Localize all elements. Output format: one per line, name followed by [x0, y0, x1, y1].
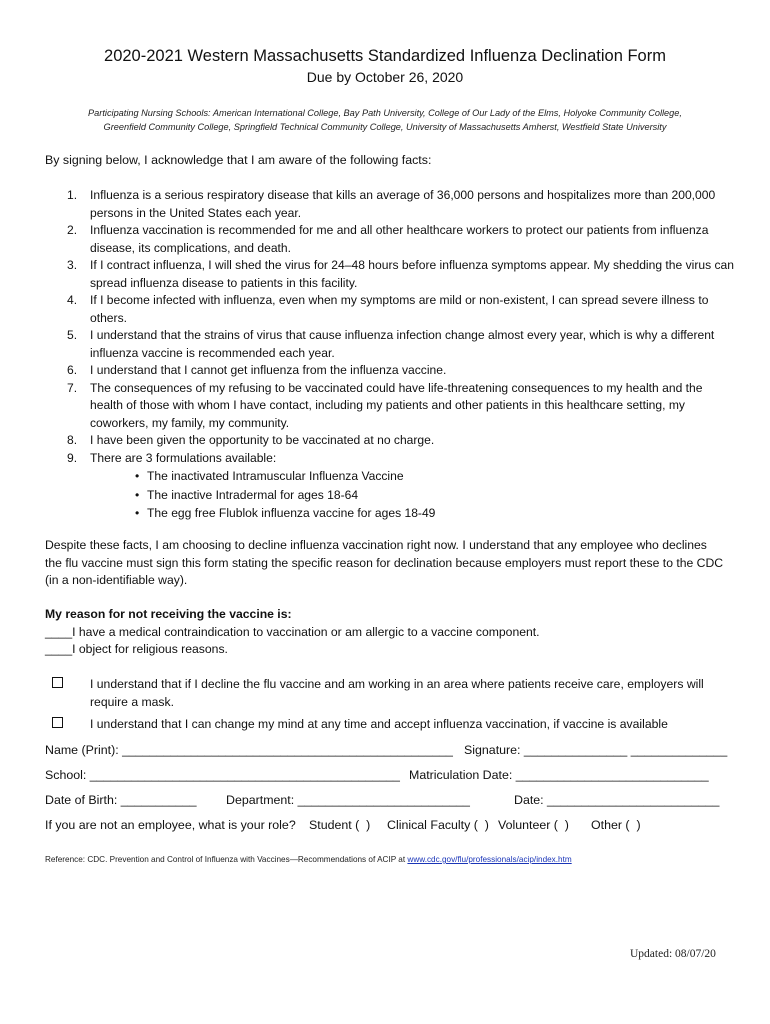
fact-text: I understand that I cannot get influenza from the influenza vaccine.	[90, 363, 447, 377]
fact-number: 7.	[67, 380, 78, 395]
fact-item	[45, 432, 735, 450]
formulations-list	[90, 467, 735, 523]
intro-statement: By signing below, I acknowledge that I am aware of the following facts:	[45, 153, 432, 167]
checkbox-change-mind[interactable]	[52, 717, 63, 728]
due-date: Due by October 26, 2020	[306, 69, 464, 85]
formulation-text: The egg free Flublok influenza vaccine for ages 18-49	[147, 506, 436, 520]
role-question: If you are not an employee, what is your role?	[45, 818, 296, 832]
fact-item	[45, 327, 735, 362]
formulation-item	[135, 467, 735, 486]
fact-number: 8.	[67, 433, 78, 447]
fact-number: 6.	[67, 363, 78, 377]
fact-text: If I contract influenza, I will shed the virus for 24–48 hours before influenza symptoms appear. My shedding the virus can spread influenza disease to patients in this facility.	[90, 258, 734, 290]
role-student-option[interactable]: Student ( )	[309, 818, 371, 832]
fact-item	[45, 292, 735, 327]
formulation-item	[135, 504, 735, 523]
checkbox-mask[interactable]	[52, 677, 63, 688]
fact-number: 2.	[67, 223, 78, 237]
acknowledgement-change-mind-text: I understand that I can change my mind at any time and accept influenza vaccination, if vaccine is available	[90, 717, 668, 731]
fact-text: Influenza is a serious respiratory disease that kills an average of 36,000 persons and hospitalizes more than 200,000 persons in the United States each year.	[90, 188, 716, 220]
school-field[interactable]: School: _____________________________________________	[45, 768, 400, 782]
fact-text: If I become infected with influenza, even when my symptoms are mild or non-existent, I can spread severe illness to others.	[90, 293, 709, 325]
date-of-birth-field[interactable]: Date of Birth: ___________	[45, 793, 197, 807]
formulation-item	[135, 486, 735, 505]
name-field[interactable]: Name (Print): ________________________________________________	[45, 743, 453, 757]
acknowledgement-mask-text: I understand that if I decline the flu vaccine and am working in an area where patients receive care, employers will require a mask.	[90, 677, 704, 709]
role-other-option[interactable]: Other ( )	[591, 818, 641, 832]
fact-text: Influenza vaccination is recommended for me and all other healthcare workers to protect our patients from influenza disease, its complications, and death.	[90, 223, 709, 255]
fact-text: I have been given the opportunity to be vaccinated at no charge.	[90, 433, 435, 447]
fact-number: 1.	[67, 188, 78, 202]
role-volunteer-option[interactable]: Volunteer ( )	[498, 818, 569, 832]
fact-item	[45, 222, 735, 257]
form-title: 2020-2021 Western Massachusetts Standardized Influenza Declination Form	[104, 47, 666, 65]
role-row	[45, 818, 735, 916]
signature-field[interactable]: Signature: _______________ ______________	[464, 743, 728, 757]
fact-item	[45, 380, 735, 433]
reason-option-religious[interactable]: ____I object for religious reasons.	[45, 642, 228, 656]
fact-item	[45, 187, 735, 222]
facts-list	[45, 187, 735, 523]
fact-item	[45, 450, 735, 523]
fact-number: 3.	[67, 258, 78, 272]
department-field[interactable]: Department: _________________________	[226, 793, 470, 807]
reason-heading: My reason for not receiving the vaccine is:	[45, 607, 292, 621]
matriculation-date-field[interactable]: Matriculation Date: ____________________________	[409, 768, 709, 782]
bullet-icon: •	[135, 487, 140, 502]
date-field[interactable]: Date: _________________________	[514, 793, 720, 807]
fact-number: 9.	[67, 450, 78, 465]
fact-number: 5.	[67, 328, 78, 342]
reason-section	[45, 606, 725, 659]
bullet-icon: •	[135, 506, 140, 520]
reason-option-medical[interactable]: ____I have a medical contraindication to vaccination or am allergic to a vaccine component.	[45, 624, 540, 639]
reference-link[interactable]: www.cdc.gov/flu/professionals/acip/index.htm	[407, 855, 572, 864]
declination-statement: Despite these facts, I am choosing to decline influenza vaccination right now. I understand that any employee who declines the flu vaccine must sign this form stating the specific reason for declination because employers must report these to the CDC (in a non-identifiable way).	[45, 538, 724, 587]
fact-item	[45, 362, 735, 380]
formulation-text: The inactive Intradermal for ages 18-64	[147, 487, 359, 502]
schools-line-2: Greenfield Community College, Springfield Technical Community College, University of Massachusetts Amherst, Westfield State University	[103, 122, 667, 132]
fact-text: There are 3 formulations available:	[90, 450, 277, 465]
participating-schools	[40, 106, 730, 134]
schools-line-1: Participating Nursing Schools: American International College, Bay Path University, College of Our Lady of the Elms, Holyoke Community College,	[88, 108, 682, 118]
reference-note	[45, 855, 572, 864]
fact-text: I understand that the strains of virus that cause influenza infection change almost every year, which is why a different influenza vaccine is recommended each year.	[90, 328, 715, 360]
role-clinical-faculty-option[interactable]: Clinical Faculty ( )	[387, 818, 489, 832]
fact-text: The consequences of my refusing to be vaccinated could have life-threatening consequences to my health and the health of those with whom I have contact, including my patients and other patients in this healthcare setting, my coworkers, my family, my community.	[90, 380, 703, 430]
bullet-icon: •	[135, 469, 140, 483]
formulation-text: The inactivated Intramuscular Influenza Vaccine	[147, 469, 404, 483]
fact-number: 4.	[67, 293, 78, 307]
reference-text: Reference: CDC. Prevention and Control of Influenza with Vaccines—Recommendations of ACIP at	[45, 855, 408, 864]
fact-item	[45, 257, 735, 292]
updated-date: Updated: 08/07/20	[630, 948, 716, 960]
